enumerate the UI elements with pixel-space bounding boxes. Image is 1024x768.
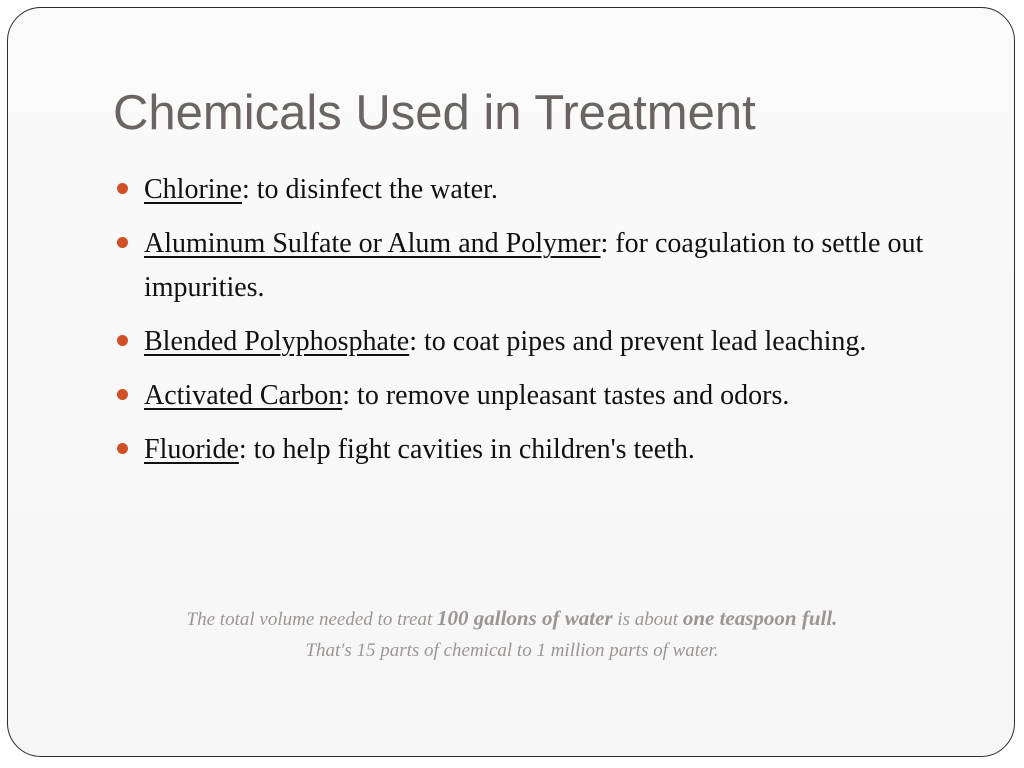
footnote-text: is about [612,609,683,630]
bullet-icon [117,389,128,400]
list-item [113,320,943,364]
bullet-description: : for coagulation to settle out impurities. [144,228,924,303]
bullet-term: Fluoride [144,434,239,465]
bullet-description: : to remove unpleasant tastes and odors. [342,380,790,411]
list-item [113,168,943,212]
bullet-icon [117,443,128,454]
list-item [113,374,943,418]
bullet-icon [117,183,128,194]
footnote-emphasis-amount: one teaspoon full. [682,606,838,630]
list-item [113,222,943,310]
footnote-line-1 [0,603,1024,635]
bullet-term: Chlorine [144,174,242,205]
bullet-list [113,168,943,482]
bullet-description: : to disinfect the water. [242,174,498,205]
footnote [0,603,1024,666]
footnote-line-2: That's 15 parts of chemical to 1 million parts of water. [305,640,719,661]
footnote-text: The total volume needed to treat [186,609,438,630]
bullet-description: : to coat pipes and prevent lead leaching. [409,326,867,357]
bullet-description: : to help fight cavities in children's teeth. [238,434,695,465]
slide-title: Chemicals Used in Treatment [113,86,756,140]
bullet-term: Activated Carbon [144,380,343,411]
bullet-term: Blended Polyphosphate [144,326,410,357]
footnote-emphasis-volume: 100 gallons of water [437,606,613,630]
bullet-term: Aluminum Sulfate or Alum and Polymer [144,228,601,259]
bullet-icon [117,237,128,248]
bullet-icon [117,335,128,346]
list-item [113,428,943,472]
